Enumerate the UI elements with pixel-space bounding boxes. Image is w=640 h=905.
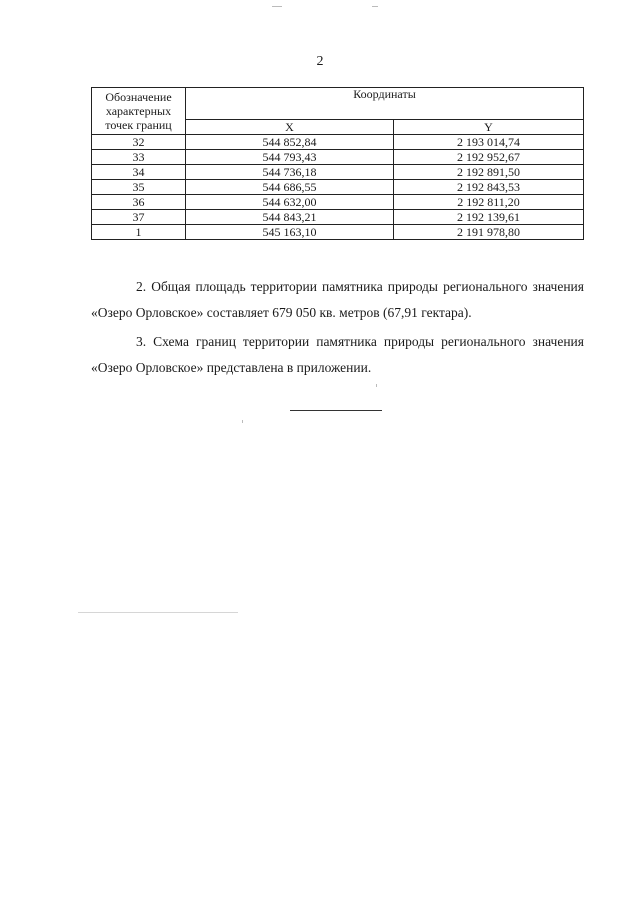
cell-y: 2 192 843,53: [394, 180, 584, 195]
cell-x: 544 736,18: [186, 165, 394, 180]
table-row: [92, 210, 584, 225]
cell-point: 33: [92, 150, 186, 165]
cell-x: 544 843,21: [186, 210, 394, 225]
cell-point: 32: [92, 135, 186, 150]
cell-x: 544 852,84: [186, 135, 394, 150]
scan-speck: [78, 612, 238, 613]
cell-point: 36: [92, 195, 186, 210]
cell-y: 2 191 978,80: [394, 225, 584, 240]
paragraph-boundary-scheme: 3. Схема границ территории памятника природы регионального значения «Озеро Орловское» представлена в приложении.: [91, 333, 584, 375]
cell-y: 2 192 139,61: [394, 210, 584, 225]
scan-speck: [376, 384, 377, 387]
cell-y: 2 192 891,50: [394, 165, 584, 180]
paragraph-total-area: 2. Общая площадь территории памятника природы регионального значения «Озеро Орловское» составляет 679 050 кв. метров (67,91 гектара).: [91, 278, 584, 320]
table-row: [92, 180, 584, 195]
cell-x: 544 686,55: [186, 180, 394, 195]
scan-speck: [272, 6, 282, 7]
cell-point: 37: [92, 210, 186, 225]
table-row: [92, 135, 584, 150]
table-row: [92, 195, 584, 210]
cell-x: 544 632,00: [186, 195, 394, 210]
table-row: [92, 150, 584, 165]
cell-y: 2 192 811,20: [394, 195, 584, 210]
header-point-designation: Обозначение характерных точек границ: [92, 88, 186, 135]
end-divider: [290, 410, 382, 411]
cell-point: 35: [92, 180, 186, 195]
scan-speck: [242, 420, 243, 423]
table-row: [92, 225, 584, 240]
scan-speck: [372, 6, 378, 7]
cell-x: 545 163,10: [186, 225, 394, 240]
cell-y: 2 193 014,74: [394, 135, 584, 150]
header-y: Y: [394, 120, 584, 135]
page-number: 2: [316, 54, 324, 69]
header-x: X: [186, 120, 394, 135]
cell-point: 1: [92, 225, 186, 240]
header-coordinates: Координаты: [186, 88, 584, 120]
cell-x: 544 793,43: [186, 150, 394, 165]
cell-y: 2 192 952,67: [394, 150, 584, 165]
coordinates-table: [91, 87, 584, 240]
table-row: [92, 165, 584, 180]
cell-point: 34: [92, 165, 186, 180]
